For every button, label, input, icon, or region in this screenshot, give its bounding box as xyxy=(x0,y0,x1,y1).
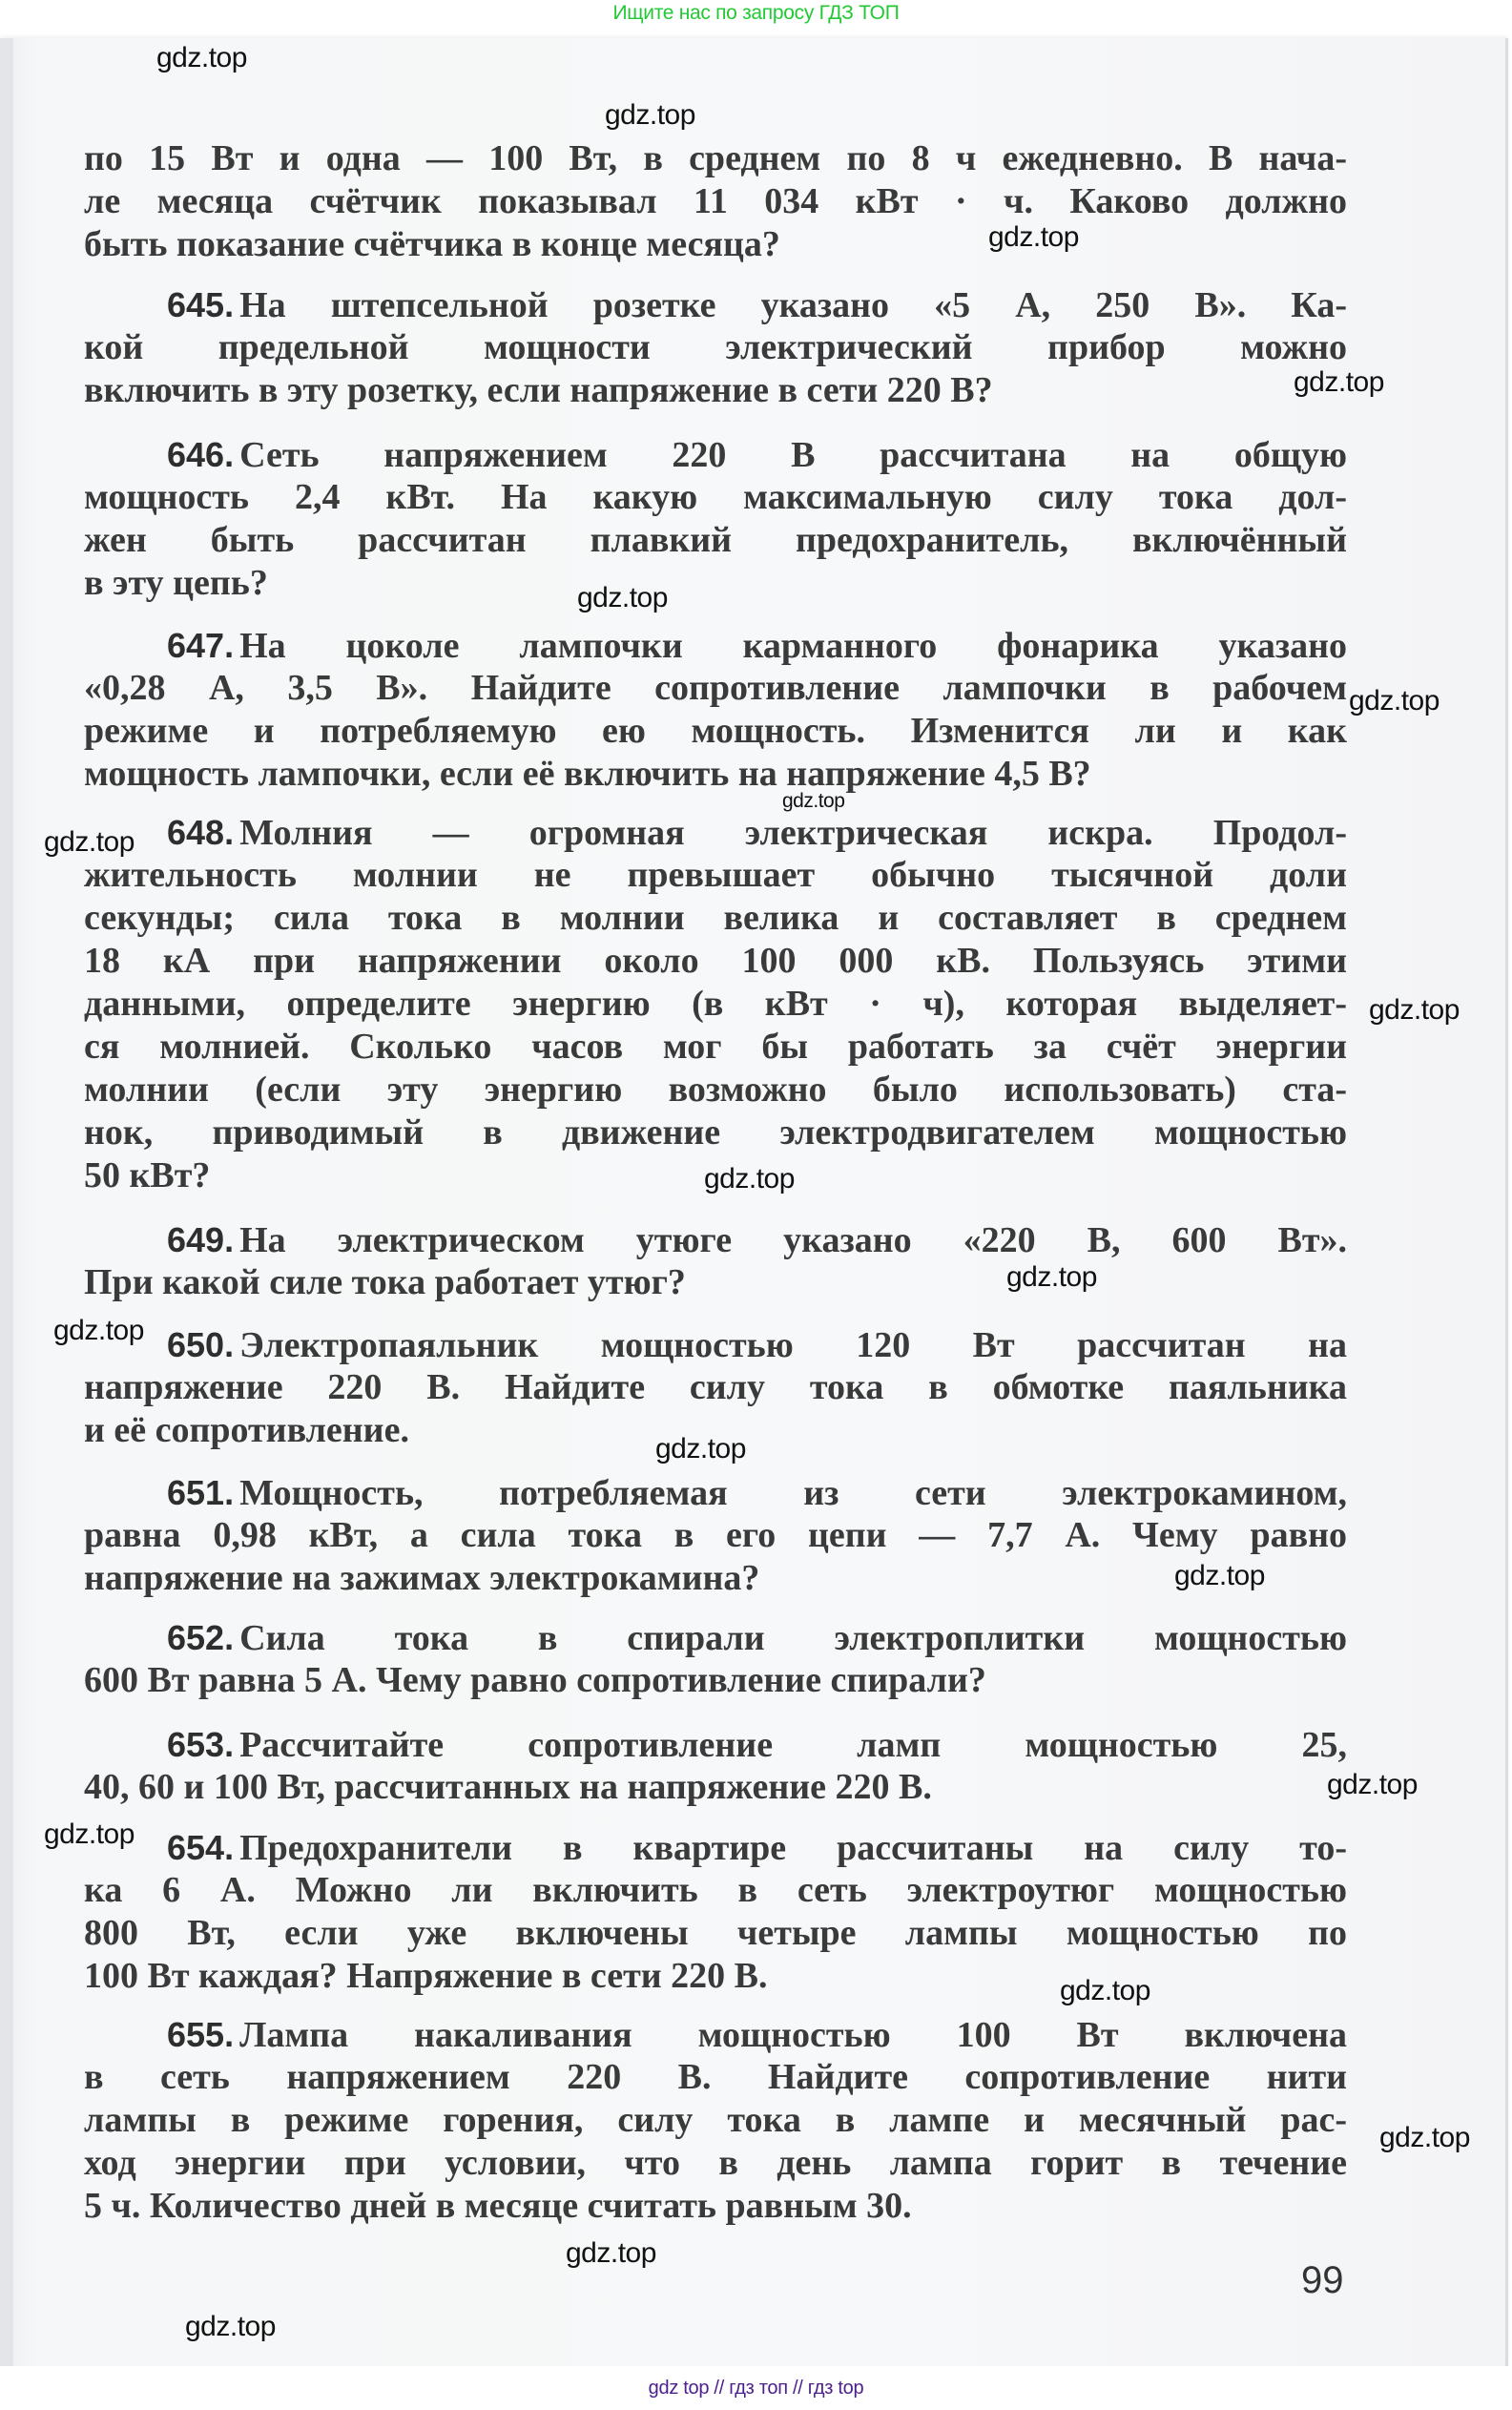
watermark-text: gdz.top xyxy=(655,1433,746,1465)
watermark-text: gdz.top xyxy=(988,221,1079,253)
problem-number: 653. xyxy=(167,1725,235,1764)
search-banner: Ищите нас по запросу ГДЗ ТОП xyxy=(612,2,900,24)
text-line: режиме и потребляемую ею мощность. Изменится ли и как xyxy=(84,711,1347,751)
problem-number: 649. xyxy=(167,1220,235,1259)
watermark-text: gdz.top xyxy=(1006,1261,1097,1293)
problem-number: 652. xyxy=(167,1618,235,1657)
problem-text: Мощность, потребляемая из сети электрокамином, xyxy=(239,1473,1347,1513)
text-line: мощность лампочки, если её включить на напряжение 4,5 В? xyxy=(84,754,1091,794)
text-line: в эту цепь? xyxy=(84,563,268,603)
text-line: 5 ч. Количество дней в месяце считать равным 30. xyxy=(84,2186,912,2226)
problem-text: Рассчитайте сопротивление ламп мощностью 25, xyxy=(239,1725,1347,1765)
problem-text: Электропаяльник мощностью 120 Вт рассчитан на xyxy=(239,1325,1347,1365)
watermark-text: gdz.top xyxy=(53,1315,144,1346)
problem-653 xyxy=(167,1723,1347,1766)
watermark-text: gdz.top xyxy=(44,826,135,858)
problem-655 xyxy=(167,2013,1347,2056)
problem-text: Лампа накаливания мощностью 100 Вт включена xyxy=(239,2015,1347,2055)
problem-text: Сила тока в спирали электроплитки мощностью xyxy=(239,1618,1347,1658)
watermark-text: gdz.top xyxy=(1060,1975,1150,2006)
text-line: 50 кВт? xyxy=(84,1155,211,1195)
problem-text: Молния — огромная электрическая искра. Продол- xyxy=(239,813,1347,853)
text-line: напряжение на зажимах электрокамина? xyxy=(84,1558,760,1598)
problem-number: 655. xyxy=(167,2015,235,2054)
text-line: ка 6 А. Можно ли включить в сеть электроутюг мощностью xyxy=(84,1870,1347,1910)
text-line: молнии (если эту энергию возможно было использовать) ста- xyxy=(84,1070,1347,1110)
text-line: нок, приводимый в движение электродвигателем мощностью xyxy=(84,1112,1347,1153)
text-line: данными, определите энергию (в кВт · ч), которая выделяет- xyxy=(84,984,1347,1024)
text-line: по 15 Вт и одна — 100 Вт, в среднем по 8 ч ежедневно. В нача- xyxy=(84,138,1347,178)
problem-647 xyxy=(167,624,1347,667)
text-line: 18 кА при напряжении около 100 000 кВ. Пользуясь этими xyxy=(84,941,1347,981)
problem-651 xyxy=(167,1471,1347,1514)
text-line: лампы в режиме горения, силу тока в лампе и месячный рас- xyxy=(84,2100,1347,2140)
problem-text: Предохранители в квартире рассчитаны на силу то- xyxy=(239,1828,1347,1868)
problem-number: 648. xyxy=(167,813,235,852)
text-line: 800 Вт, если уже включены четыре лампы мощностью по xyxy=(84,1913,1347,1953)
problem-text: На электрическом утюге указано «220 В, 600 Вт». xyxy=(239,1220,1347,1260)
problem-number: 654. xyxy=(167,1828,235,1867)
problem-text: На цоколе лампочки карманного фонарика указано xyxy=(239,626,1347,666)
problem-number: 651. xyxy=(167,1473,235,1512)
watermark-text: gdz.top xyxy=(156,42,247,73)
watermark-text: gdz.top xyxy=(782,790,845,812)
problem-number: 645. xyxy=(167,285,235,324)
text-line: и её сопротивление. xyxy=(84,1410,409,1450)
watermark-text: gdz.top xyxy=(1174,1560,1265,1591)
watermark-text: gdz.top xyxy=(704,1163,795,1195)
problem-654 xyxy=(167,1826,1347,1869)
problem-number: 650. xyxy=(167,1325,235,1364)
text-line: включить в эту розетку, если напряжение в сети 220 В? xyxy=(84,370,993,410)
watermark-text: gdz.top xyxy=(185,2311,276,2342)
problem-number: 647. xyxy=(167,626,235,665)
watermark-text: gdz.top xyxy=(605,99,695,131)
text-line: равна 0,98 кВт, а сила тока в его цепи — 7,7 А. Чему равно xyxy=(84,1515,1347,1555)
problem-number: 646. xyxy=(167,435,235,474)
watermark-text: gdz.top xyxy=(44,1818,135,1850)
footer-links: gdz top // гдз топ // гдз top xyxy=(648,2378,864,2399)
text-line: «0,28 А, 3,5 В». Найдите сопротивление лампочки в рабочем xyxy=(84,668,1347,708)
text-line: напряжение 220 В. Найдите силу тока в обмотке паяльника xyxy=(84,1367,1347,1407)
problem-646 xyxy=(167,433,1347,476)
watermark-text: gdz.top xyxy=(577,582,668,613)
problem-648 xyxy=(167,811,1347,854)
problem-text: На штепсельной розетке указано «5 А, 250 В». Ка- xyxy=(239,285,1347,325)
text-line: 600 Вт равна 5 А. Чему равно сопротивление спирали? xyxy=(84,1660,986,1700)
text-line: ход энергии при условии, что в день лампа горит в течение xyxy=(84,2143,1347,2183)
text-line: 100 Вт каждая? Напряжение в сети 220 В. xyxy=(84,1956,768,1996)
text-line: секунды; сила тока в молнии велика и составляет в среднем xyxy=(84,898,1347,938)
watermark-text: gdz.top xyxy=(1294,366,1384,398)
watermark-text: gdz.top xyxy=(1349,685,1440,717)
watermark-text: gdz.top xyxy=(566,2237,656,2269)
text-line: кой предельной мощности электрический прибор можно xyxy=(84,327,1347,367)
text-line: быть показание счётчика в конце месяца? xyxy=(84,224,780,264)
problem-649 xyxy=(167,1218,1347,1261)
text-line: 40, 60 и 100 Вт, рассчитанных на напряжение 220 В. xyxy=(84,1767,932,1807)
text-line: При какой силе тока работает утюг? xyxy=(84,1262,686,1302)
problem-645 xyxy=(167,283,1347,326)
text-line: ле месяца счётчик показывал 11 034 кВт · ч. Каково должно xyxy=(84,181,1347,221)
text-line: мощность 2,4 кВт. На какую максимальную силу тока дол- xyxy=(84,477,1347,517)
page-number: 99 xyxy=(1301,2259,1344,2301)
problem-text: Сеть напряжением 220 В рассчитана на общую xyxy=(239,435,1347,475)
text-line: жен быть рассчитан плавкий предохранитель, включённый xyxy=(84,520,1347,560)
text-line: жительность молнии не превышает обычно тысячной доли xyxy=(84,855,1347,895)
problem-650 xyxy=(167,1323,1347,1366)
text-line: в сеть напряжением 220 В. Найдите сопротивление нити xyxy=(84,2057,1347,2097)
watermark-text: gdz.top xyxy=(1369,994,1460,1026)
watermark-text: gdz.top xyxy=(1379,2122,1470,2153)
watermark-text: gdz.top xyxy=(1327,1769,1418,1800)
problem-652 xyxy=(167,1616,1347,1659)
text-line: ся молнией. Сколько часов мог бы работать за счёт энергии xyxy=(84,1027,1347,1067)
